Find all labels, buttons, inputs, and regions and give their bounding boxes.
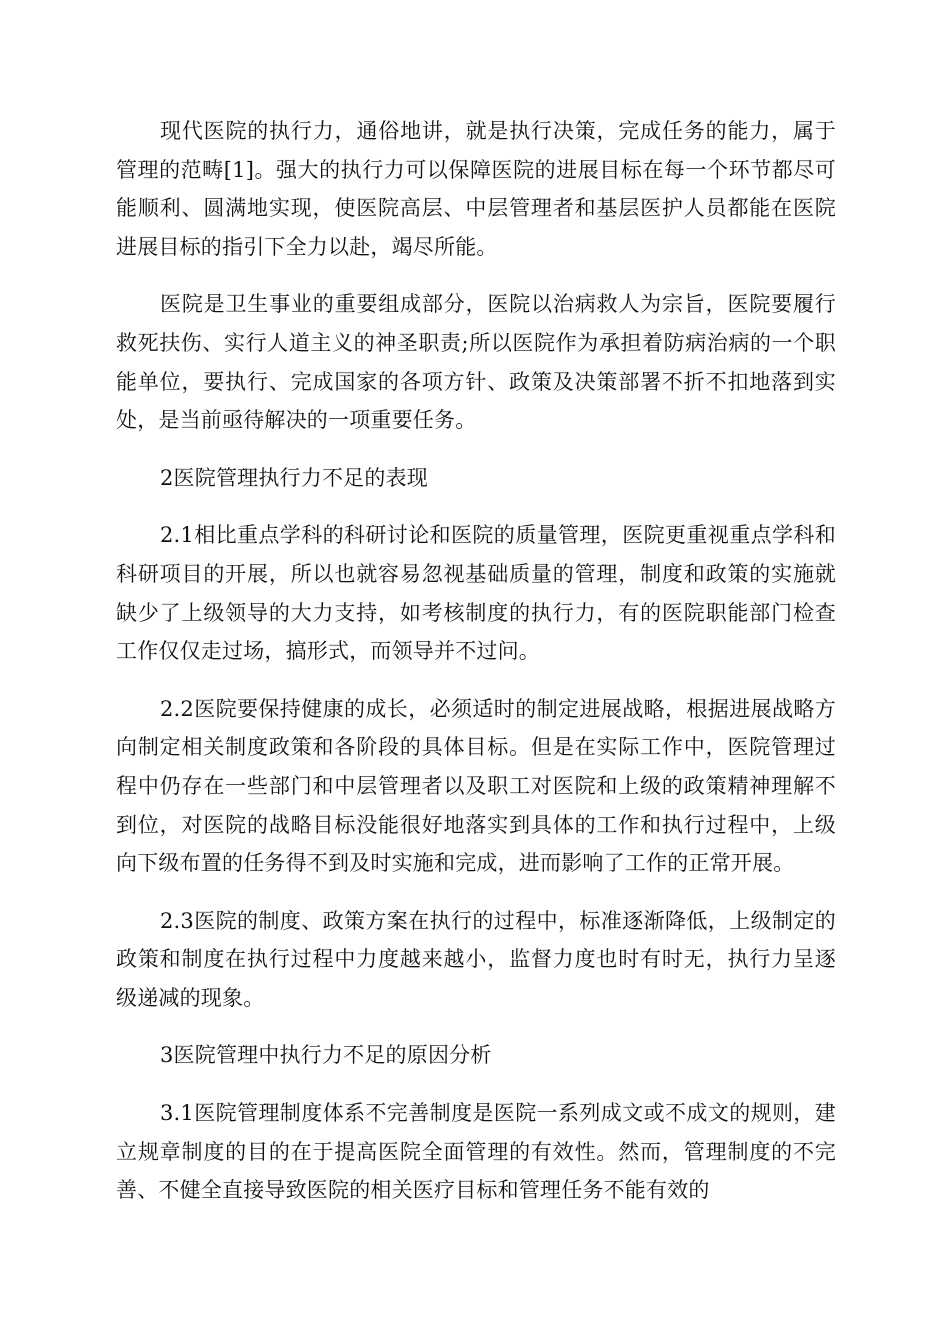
section-heading-3: 3医院管理中执行力不足的原因分析: [160, 1043, 492, 1068]
paragraph-intro-execution: 现代医院的执行力，通俗地讲，就是执行决策，完成任务的能力，属于管理的范畴[1]。强大的执行力可以保障医院的进展目标在每一个环节都尽可能顺利、圆满地实现，使医院高层、中层管理者和基层医护人员都能在医院进展目标的指引下全力以赴，竭尽所能。: [116, 119, 836, 259]
document-page: [116, 112, 836, 1229]
paragraph-2-2: 2.2医院要保持健康的成长，必须适时的制定进展战略，根据进展战略方向制定相关制度政策和各阶段的具体目标。但是在实际工作中，医院管理过程中仍存在一些部门和中层管理者以及职工对医院和上级的政策精神理解不到位，对医院的战略目标没能很好地落实到具体的工作和执行过程中，上级向下级布置的任务得不到及时实施和完成，进而影响了工作的正常开展。: [116, 696, 836, 876]
section-heading-2: 2医院管理执行力不足的表现: [160, 465, 428, 490]
paragraph-hospital-role: 医院是卫生事业的重要组成部分，医院以治病救人为宗旨，医院要履行救死扶伤、实行人道主义的神圣职责;所以医院作为承担着防病治病的一个职能单位，要执行、完成国家的各项方针、政策及决策部署不折不扣地落到实处，是当前亟待解决的一项重要任务。: [116, 292, 836, 433]
paragraph-2-3: 2.3医院的制度、政策方案在执行的过程中，标准逐渐降低，上级制定的政策和制度在执行过程中力度越来越小，监督力度也时有时无，执行力呈逐级递减的现象。: [116, 908, 836, 1010]
paragraph-2-1: 2.1相比重点学科的科研讨论和医院的质量管理，医院更重视重点学科和科研项目的开展，所以也就容易忽视基础质量的管理，制度和政策的实施就缺少了上级领导的大力支持，如考核制度的执行力，有的医院职能部门检查工作仅仅走过场，搞形式，而领导并不过问。: [116, 523, 836, 664]
paragraph-3-1: 3.1医院管理制度体系不完善制度是医院一系列成文或不成文的规则，建立规章制度的目的在于提高医院全面管理的有效性。然而，管理制度的不完善、不健全直接导致医院的相关医疗目标和管理任务不能有效的: [116, 1101, 836, 1203]
